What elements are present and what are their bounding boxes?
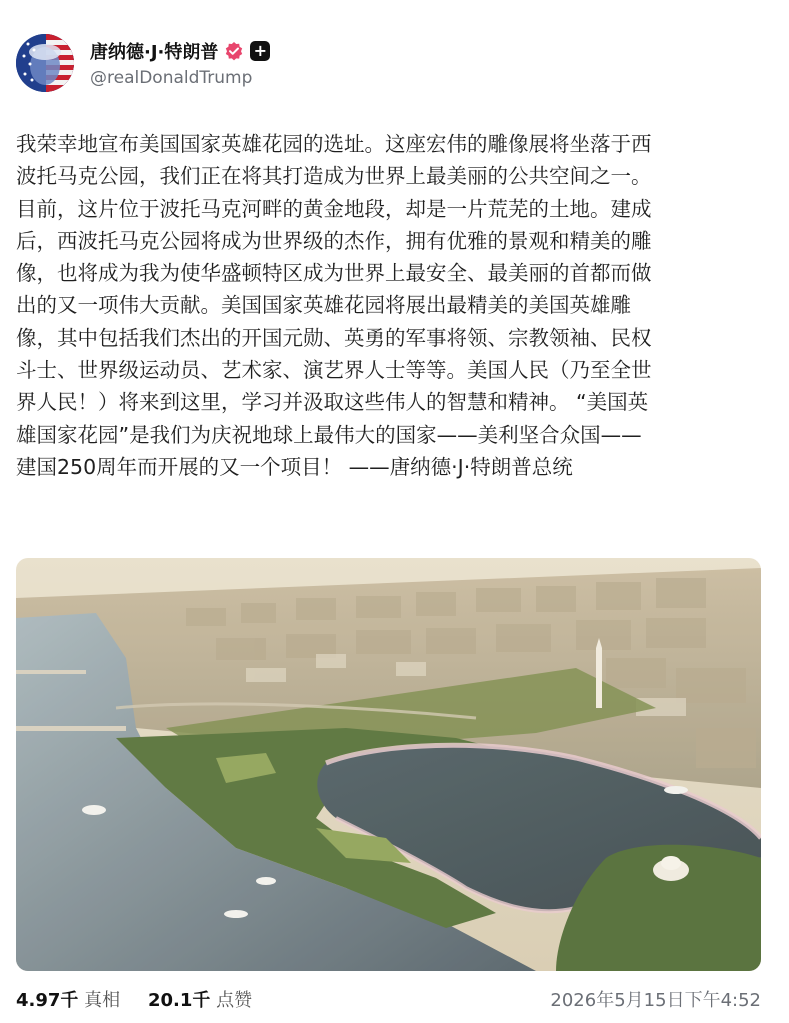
truths-label: 真相 — [84, 990, 121, 1011]
display-name[interactable]: 唐纳德·J·特朗普 — [90, 42, 219, 63]
post-line: 斗士、世界级运动员、艺术家、演艺界人士等等。美国人民（乃至全世 — [16, 358, 652, 383]
author-handle[interactable]: @realDonaldTrump — [90, 68, 253, 88]
avatar[interactable] — [16, 34, 74, 92]
truths-count: 4.97千 — [16, 990, 79, 1011]
post-line: 像，也将成为我为使华盛顿特区成为世界上最安全、最美丽的首都而做 — [16, 261, 652, 286]
post-line: 雄国家花园”是我们为庆祝地球上最伟大的国家——美利坚合众国—— — [16, 422, 642, 447]
likes-stat[interactable] — [148, 986, 252, 1012]
name-row — [90, 38, 270, 64]
verified-badge-icon — [224, 41, 244, 61]
post-timestamp[interactable]: 2026年5月15日下午4:52 — [550, 990, 761, 1011]
likes-label: 点赞 — [216, 990, 253, 1011]
post-line: 后，西波托马克公园将成为世界级的杰作，拥有优雅的景观和精美的雕 — [16, 228, 652, 253]
plus-badge-icon[interactable]: + — [250, 41, 270, 61]
truths-stat[interactable] — [16, 986, 120, 1012]
post-line: 目前，这片位于波托马克河畔的黄金地段，却是一片荒芜的土地。建成 — [16, 196, 652, 221]
likes-count: 20.1千 — [148, 990, 211, 1011]
post-line: 波托马克公园，我们正在将其打造成为世界上最美丽的公共空间之一。 — [16, 164, 652, 189]
post-line: 界人民！）将来到这里，学习并汲取这些伟人的智慧和精神。 “美国英 — [16, 390, 649, 415]
post-line: 我荣幸地宣布美国国家英雄花园的选址。这座宏伟的雕像展将坐落于西 — [16, 132, 652, 156]
avatar-image — [16, 34, 74, 92]
post-line: 出的又一项伟大贡献。美国国家英雄花园将展出最精美的美国英雄雕 — [16, 293, 631, 318]
post-footer — [16, 986, 761, 1012]
aerial-park-rendering — [16, 558, 761, 971]
post-image[interactable] — [16, 558, 761, 971]
post-header — [16, 34, 776, 94]
post-line: 建国250周年而开展的又一个项目！ ——唐纳德·J·特朗普总统 — [16, 454, 573, 479]
post-body — [16, 128, 771, 483]
post-line: 像，其中包括我们杰出的开国元勋、英勇的军事将领、宗教领袖、民权 — [16, 325, 652, 350]
